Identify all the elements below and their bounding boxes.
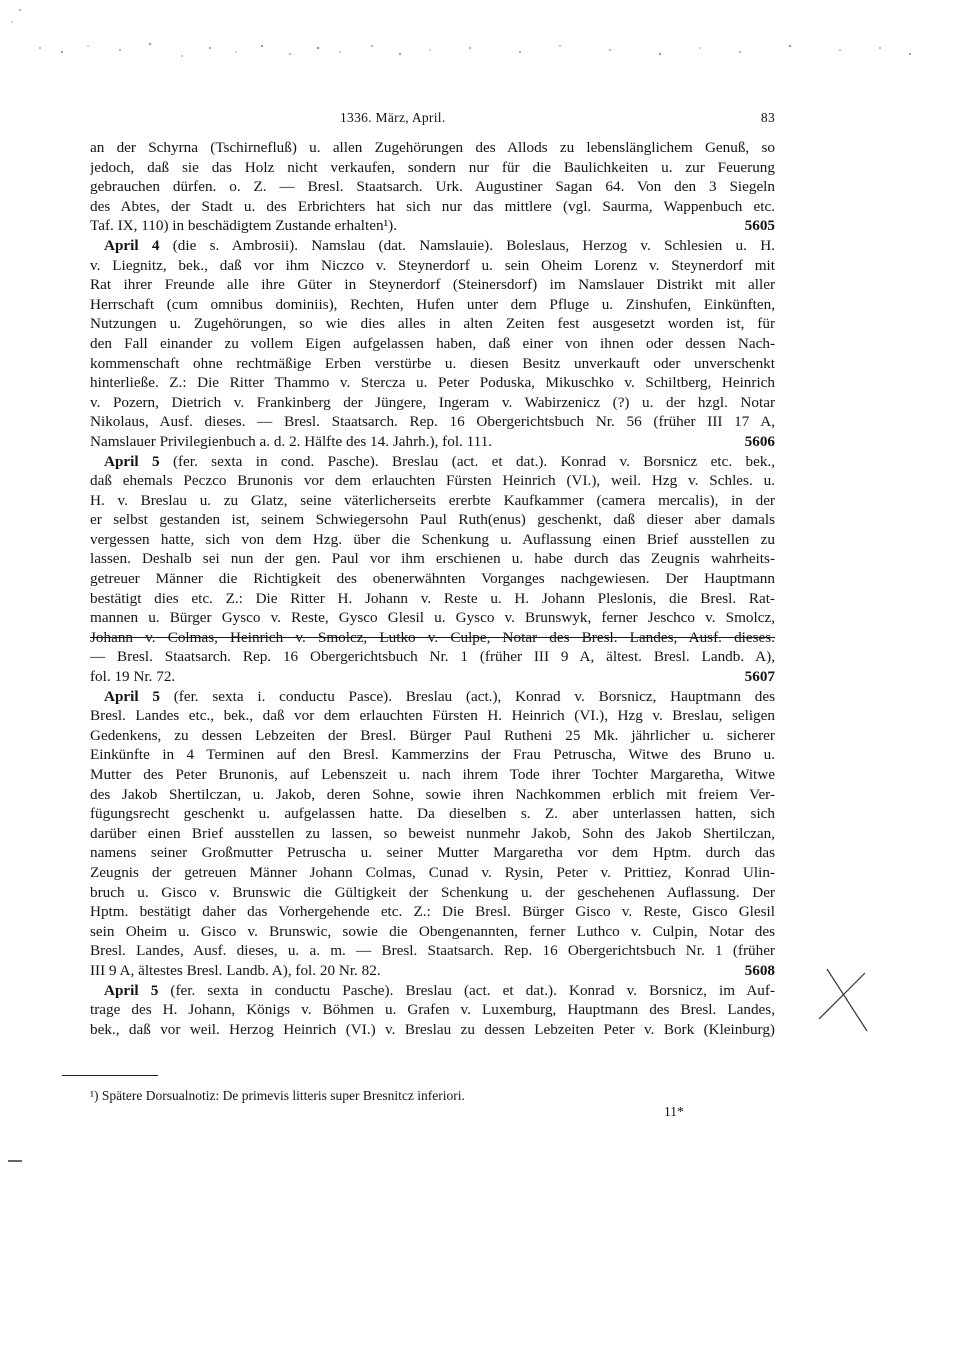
text-line: bestätigt dies etc. Z.: Die Ritter H. Johann v. Reste u. H. Johann Pleslonis, die Bresl. Rat- bbox=[90, 589, 775, 607]
line-text: (fer. sexta i. conductu Pasce). Breslau (act.), Konrad v. Borsnicz, Hauptmann des bbox=[173, 687, 775, 705]
line-text: Johann v. Colmas, Heinrich v. Smolcz, Lutko v. Culpe, Notar des Bresl. Landes, Ausf. dieses. bbox=[90, 628, 775, 646]
text-line: Gedenkens, zu dessen Lebzeiten der Bresl. Bürger Paul Rutheni 25 Mk. jährlicher u. sicherer bbox=[90, 726, 775, 744]
entry-number-5606: 5606 bbox=[744, 432, 775, 450]
text-line: getreuer Männer die Richtigkeit des obenerwähnten Vorganges nachgewiesen. Der Hauptmann bbox=[90, 570, 775, 588]
text-line: Nutzungen u. Zugehörungen, so wie dies alles in alten Zeiten fest ausgesetzt worden ist, für bbox=[90, 315, 775, 333]
footnote: ¹) Spätere Dorsualnotiz: De primevis litteris super Bresnitcz inferiori. bbox=[90, 1088, 465, 1103]
text-line: darüber einen Brief ausstellen zu lassen, so beweist nunmehr Jakob, Sohn des Jakob Shertilczan, bbox=[90, 824, 775, 842]
text-line: namens seiner Großmutter Petruscha u. seiner Mutter Margaretha vor dem Hptm. durch das bbox=[90, 844, 775, 862]
entry-5605-start bbox=[90, 236, 775, 256]
line-text: (die s. Ambrosii). Namslau (dat. Namslauie). Boleslaus, Herzog v. Schlesien u. H. bbox=[172, 236, 775, 254]
text-line: vergessen hatte, sich von dem Hzg. über die Schenkung u. Auflassung einen Brief ausstellen zu bbox=[90, 530, 775, 548]
line-text: (fer. sexta in cond. Pasche). Breslau (act. et dat.). Konrad v. Borsnicz etc. bek., bbox=[172, 452, 775, 470]
text-line: trage des H. Johann, Königs v. Böhmen u. Grafen v. Luxemburg, Hauptmann des Bresl. Landes, bbox=[90, 1001, 775, 1019]
entry-number-5607: 5607 bbox=[744, 668, 775, 686]
text-line bbox=[90, 432, 775, 452]
text-line: er selbst gestanden ist, seinem Schwiegersohn Paul Ruth(enus) geschenkt, daß dieser aber damals bbox=[90, 511, 775, 529]
text-line: fügungsrecht geschenkt u. aufgelassen hatte. Da dieselben s. Z. aber unterlassen hatten, sich bbox=[90, 805, 775, 823]
text-line: sein Oheim u. Gisco v. Brunswic, sowie die Obengenannten, ferner Luthco v. Culpin, Notar des bbox=[90, 922, 775, 940]
entry-5606-start bbox=[90, 452, 775, 472]
line-text: III 9 A, ältestes Bresl. Landb. A), fol. 20 Nr. 82. bbox=[90, 961, 381, 979]
text-line: Nikolaus, Ausf. dieses. — Bresl. Staatsarch. Rep. 16 Obergerichtsbuch Nr. 56 (früher III 17 A, bbox=[90, 413, 775, 431]
text-line: v. Pozern, Dietrich v. Frankinberg der Jüngere, Ingeram v. Wabirzenicz (?) u. der hzgl. Notar bbox=[90, 393, 775, 411]
text-line: mannen u. Bürger Gysco v. Reste, Gysco Glesil u. Gysco v. Brunswyk, ferner Jeschco v. Smolcz, bbox=[90, 609, 775, 627]
sheet-signature: 11* bbox=[664, 1104, 684, 1119]
text-line: Rat ihrer Freunde alle ihre Güter in Steynerdorf (Steinersdorf) im Namslauer Distrikt mit aller bbox=[90, 276, 775, 294]
text-line bbox=[90, 216, 775, 236]
text-line bbox=[90, 667, 775, 687]
entry-date: April 5 bbox=[104, 687, 160, 705]
text-line bbox=[90, 961, 775, 981]
text-line: Mutter des Peter Brunonis, auf Lebenszeit u. nach ihrem Tode ihrer Tochter Margaretha, Witwe bbox=[90, 766, 775, 783]
margin-cross-mark-icon bbox=[815, 965, 875, 1035]
running-head-title: 1336. März, April. bbox=[340, 110, 446, 125]
text-line: des Jakob Shertilczan, u. Jakob, deren Sohne, sowie ihren Nachkommen erblich mit freiem Ver- bbox=[90, 785, 775, 803]
entry-date: April 5 bbox=[104, 452, 160, 470]
entry-number-5608: 5608 bbox=[744, 961, 775, 979]
entry-date: April 4 bbox=[104, 236, 160, 254]
page-number: 83 bbox=[760, 110, 775, 125]
entry-number-5605: 5605 bbox=[744, 217, 775, 235]
text-line: jedoch, daß sie das Holz nicht verkaufen, sondern nur für die Baulichkeiten u. zur Feuerung bbox=[90, 158, 775, 176]
footnote-divider bbox=[62, 1075, 158, 1076]
entry-5607-start bbox=[90, 687, 775, 707]
text-line: bruch u. Gisco v. Brunswic die Gültigkeit der Schenkung u. der geschehenen Auflassung. Der bbox=[90, 883, 775, 901]
text-line: des Abtes, der Stadt u. des Erbrichters hat sich nur das mittlere (vgl. Saurma, Wappenbuch etc. bbox=[90, 197, 775, 215]
text-line: hinterließe. Z.: Die Ritter Thammo v. Stercza u. Peter Poduska, Mikuschko v. Schiltberg, Heinrich bbox=[90, 374, 775, 392]
text-line: Bresl. Landes etc., bek., daß vor dem erlauchten Fürsten H. Heinrich (VI.), Hzg v. Breslau, seligen bbox=[90, 707, 775, 725]
text-line: bek., daß vor weil. Herzog Heinrich (VI.) v. Breslau zu dessen Lebzeiten Peter v. Bork (Kleinburg) bbox=[90, 1020, 775, 1038]
line-text: fol. 19 Nr. 72. bbox=[90, 668, 176, 686]
text-line: H. v. Breslau u. zu Glatz, seine väterlicherseits ererbte Kaufkammer (camera mercalis), in der bbox=[90, 491, 775, 509]
text-line: Herrschaft (cum omnibus dominiis), Rechten, Hufen unter dem Pfluge u. Zinshufen, Einkünften, bbox=[90, 295, 775, 313]
line-text: Namslauer Privilegienbuch a. d. 2. Hälfte des 14. Jahrh.), fol. 111. bbox=[90, 432, 493, 450]
text-line: Einkünfte in 4 Terminen auf den Bresl. Kammerzins der Frau Petruscha, Witwe des Bruno u. bbox=[90, 746, 775, 764]
text-line: gebrauchen dürfen. o. Z. — Bresl. Staatsarch. Urk. Augustiner Sagan 64. Von den 3 Siegeln bbox=[90, 178, 775, 196]
entry-date: April 5 bbox=[104, 981, 159, 999]
text-line: Bresl. Landes, Ausf. dieses, u. a. m. — Bresl. Staatsarch. Rep. 16 Obergerichtsbuch Nr. 1 (früher bbox=[90, 942, 775, 960]
line-text: Taf. IX, 110) in beschädigtem Zustande erhalten¹). bbox=[90, 217, 397, 235]
text-line: an der Schyrna (Tschirnefluß) u. allen Zugehörungen des Allods zu lebenslänglichem Genuß, so bbox=[90, 139, 775, 156]
stray-mark-decoration bbox=[8, 1160, 22, 1162]
text-line: kommenschaft ohne rechtmäßige Erben verstürbe u. diesen Besitz unverkauft oder unverschenkt bbox=[90, 354, 775, 372]
text-line: lassen. Deshalb sei nun der gen. Paul vor ihm erschienen u. habe durch das Zeugnis wahrheits- bbox=[90, 550, 775, 568]
scan-noise-decoration bbox=[0, 0, 960, 90]
text-line: daß ehemals Peczco Brunonis vor dem erlauchten Fürsten Heinrich (VI.), weil. Hzg v. Schles. u. bbox=[90, 472, 775, 490]
text-line: v. Liegnitz, bek., daß vor ihm Niczco v. Steynerdorf u. sein Oheim Lorenz v. Steynerdorf mit bbox=[90, 256, 775, 274]
struck-text-line bbox=[90, 628, 775, 648]
body-text bbox=[90, 138, 775, 1039]
text-line: — Bresl. Staatsarch. Rep. 16 Obergerichtsbuch Nr. 1 (früher III 9 A, ältest. Bresl. Landb. A), bbox=[90, 648, 775, 666]
text-line: Hptm. bestätigt daher das Vorhergehende etc. Z.: Die Bresl. Bürger Gisco v. Reste, Gisco Glesil bbox=[90, 903, 775, 921]
text-line: Zeugnis der getreuen Männer Johann Colmas, Cunad v. Rysin, Peter v. Prittiez, Konrad Ulin- bbox=[90, 863, 775, 881]
line-text: (fer. sexta in conductu Pasche). Breslau (act. et dat.). Konrad v. Borsnicz, im Auf- bbox=[170, 981, 775, 999]
text-line: den Fall einander zu vollem Eigen aufgelassen haben, daß einer von ihnen oder dessen Nach- bbox=[90, 334, 775, 352]
entry-5608-start bbox=[90, 981, 775, 1001]
